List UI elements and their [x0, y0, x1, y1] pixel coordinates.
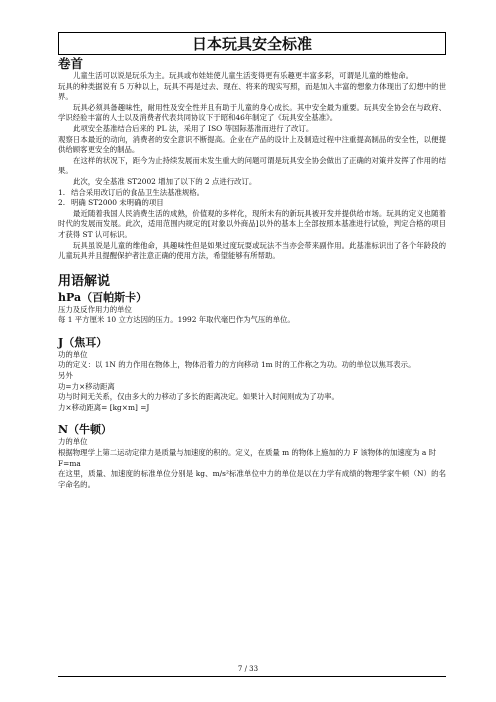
glossary-line: 力×移动距离= [kg×m] =J [58, 402, 150, 412]
list-number: 1. [58, 187, 66, 197]
glossary-term-joule: J（焦耳） [58, 335, 108, 349]
page-number: 7 / 33 [237, 665, 259, 673]
glossary-line: 压力及反作用力的单位 [58, 304, 132, 314]
preface-paragraph: 在这样的状况下，距今为止持续发展而未发生重大的问题可谓是玩具安全协会做出了正确的对策并发挥了作用的结果。 [58, 155, 446, 176]
document-page [58, 32, 446, 490]
glossary-line: 力的单位 [58, 437, 88, 447]
preface-paragraph: 玩具必须具备趣味性，耐用性及安全性并且有助于儿童的身心成长。其中安全最为重要。玩具安全协会在与政府、学识经验丰富的人士以及消费者代表共同协议下于昭和46年制定了《玩具安全基准》。 [58, 102, 446, 123]
preface-paragraph: 此项安全基准结合后来的 PL 法，采用了 ISO 等国际基准而进行了改订。 [73, 123, 314, 133]
preface-paragraph: 最近随着我国人民消费生活的成熟，价值观的多样化，现所未有的新玩具被开发并提供给市场。玩具的定义也随着时代的发展而发展。此次，适用范围内规定的[对象以外商品]以外的基本上全部按照本基准进行试验，判定合格的项目才获得 ST 认可标识。 [58, 208, 446, 239]
preface-paragraph: 儿童生活可以说是玩乐为主。玩具或布娃娃使儿童生活变得更有乐趣更丰富多彩，可谓是儿童的维他命。 [73, 71, 413, 80]
glossary-heading: 用语解说 [58, 273, 111, 289]
glossary-line: 另外 [58, 371, 73, 381]
glossary-line: 每 1 平方厘米 10 立方达因的压力。1992 年取代毫巴作为气压的单位。 [58, 315, 295, 325]
preface-paragraph: 此次，安全基准 ST2002 增加了以下的 2 点进行改订。 [73, 176, 257, 186]
footer-rule [58, 676, 446, 677]
list-text: 结合采用改订后的食品卫生法基准规格。 [71, 187, 205, 197]
glossary-line: 功与时间无关系，仅由多大的力移动了多长的距离决定。如果计入时间则成为了功率。 [58, 392, 339, 402]
glossary-line: 根据物理学上第二运动定律力是质量与加速度的积的。定义，在质量 m 的物体上施加的力 F 该物体的加速度为 a 时 [58, 448, 437, 458]
preface-heading: 卷首 [58, 56, 84, 71]
list-item [58, 198, 446, 209]
preface-paragraph: 观察日本最近的动向，消费者的安全意识不断提高。企业在产品的设计上及制造过程中注重提高制品的安全性，以便提供给顾客更安全的制品。 [58, 134, 446, 155]
glossary-term-newton: N（牛顿） [58, 423, 113, 437]
document-title: 日本玩具安全标准 [58, 32, 446, 55]
glossary-line: 功的单位 [58, 349, 88, 359]
list-item [58, 188, 446, 199]
glossary-line: F=ma [58, 458, 81, 468]
glossary-line: 在这里，质量、加速度的标准单位分别是 kg、m/s²标准单位中力的单位是以在力学有成绩的物理学家牛顿（N）的名字命名的。 [58, 469, 446, 489]
preface-paragraph: 玩具的种类据说有 5 万种以上，玩具不再是过去、现在、将来的现实写照，而是加入丰富的想象力体现出了幻想中的世界。 [58, 81, 446, 102]
list-number: 2. [58, 198, 66, 208]
preface-paragraph: 玩具虽说是儿童的维他命，具趣味性但是如果过度玩耍或玩法不当亦会带来副作用。此基准标识出了各个年龄段的儿童玩具并且提醒保护者注意正确的使用方法，希望能够有所帮助。 [58, 240, 446, 261]
glossary-term-hpa: hPa（百帕斯卡） [58, 290, 148, 304]
glossary-line: 功的定义：以 1N 的力作用在物体上，物体沿着力的方向移动 1m 时的工作称之为功。功的单位以焦耳表示。 [58, 360, 416, 370]
list-text: 明确 ST2000 未明确的项目 [71, 198, 164, 208]
glossary-line: 功=力×移动距离 [58, 381, 115, 391]
